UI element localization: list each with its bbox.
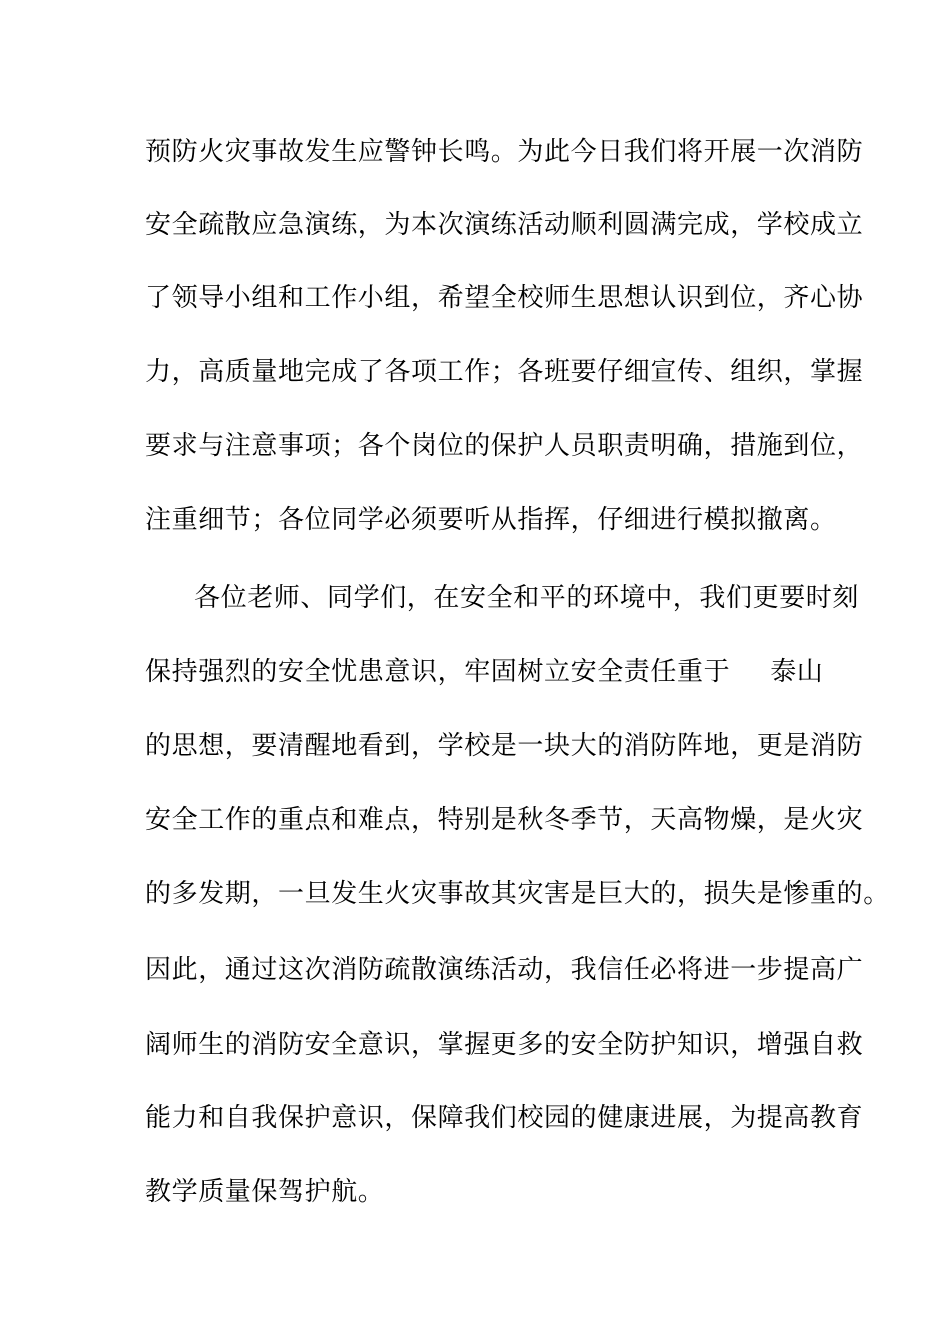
text-line: 因此，通过这次消防疏散演练活动，我信任必将进一步提高广 (145, 955, 864, 985)
text-line: 要求与注意事项；各个岗位的保护人员职责明确，措施到位， (145, 431, 864, 461)
text-line: 的思想，要清醒地看到，学校是一块大的消防阵地，更是消防 (145, 731, 864, 761)
paragraph-first-line: 各位老师、同学们，在安全和平的环境中，我们更要时刻 (194, 583, 860, 613)
text-line: 安全疏散应急演练，为本次演练活动顺利圆满完成，学校成立 (145, 210, 864, 240)
text-line: 能力和自我保护意识，保障我们校园的健康进展，为提高教育 (145, 1103, 864, 1133)
text-line: 的多发期，一旦发生火灾事故其灾害是巨大的，损失是惨重的。 (145, 879, 890, 909)
text-line: 阔师生的消防安全意识，掌握更多的安全防护知识，增强自救 (145, 1030, 864, 1060)
text-line: 预防火灾事故发生应警钟长鸣。为此今日我们将开展一次消防 (145, 137, 864, 167)
text-segment: 保持强烈的安全忧患意识，牢固树立安全责任重于 (145, 657, 731, 687)
text-line: 安全工作的重点和难点，特别是秋冬季节，天高物燥，是火灾 (145, 805, 864, 835)
text-line (145, 657, 823, 687)
text-line: 力，高质量地完成了各项工作；各班要仔细宣传、组织，掌握 (145, 357, 864, 387)
text-line: 注重细节；各位同学必须要听从指挥，仔细进行模拟撤离。 (145, 505, 837, 535)
text-line: 了领导小组和工作小组，希望全校师生思想认识到位，齐心协 (145, 283, 864, 313)
text-line: 教学质量保驾护航。 (145, 1177, 385, 1207)
text-segment: 泰山 (770, 657, 824, 687)
